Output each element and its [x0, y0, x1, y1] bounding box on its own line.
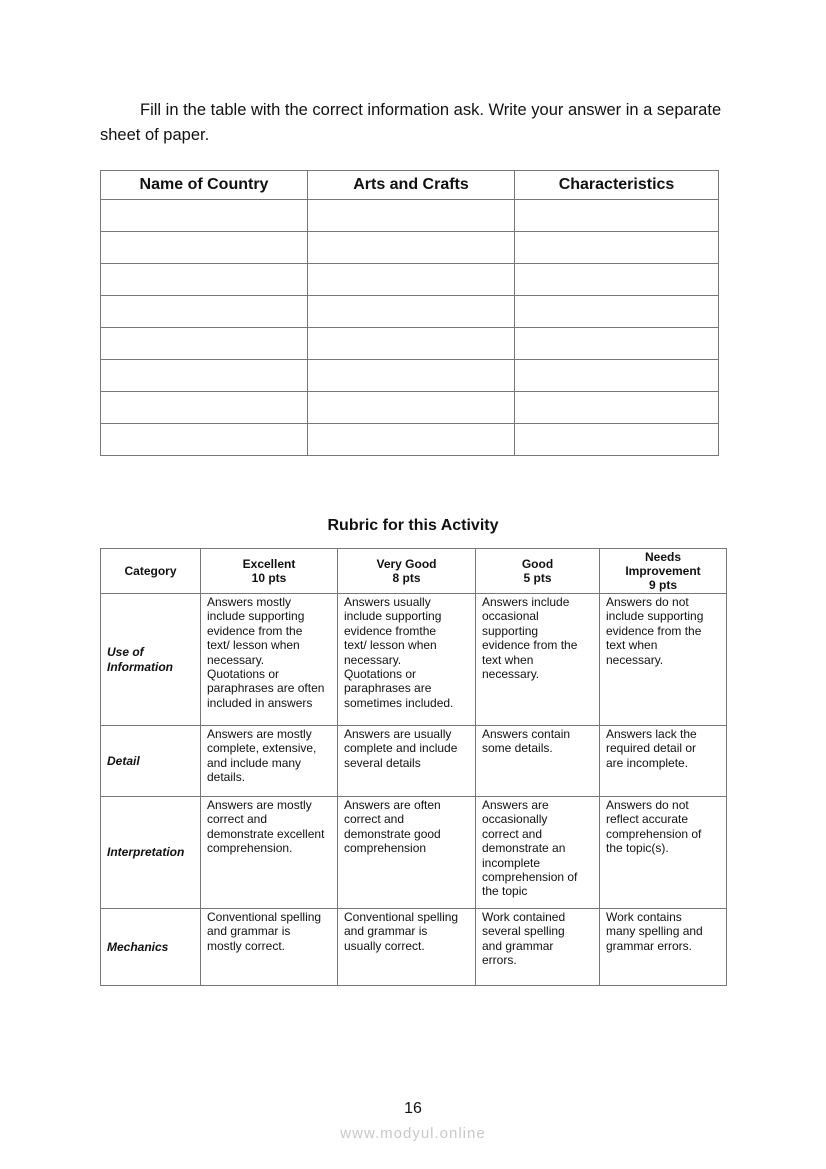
answer-cell	[515, 264, 719, 296]
rubric-cell: Answers contain some details.	[476, 726, 600, 797]
answer-cell	[308, 264, 515, 296]
answer-table-row	[101, 328, 719, 360]
rubric-category: Interpretation	[101, 797, 201, 909]
answer-cell	[308, 424, 515, 456]
answer-cell	[101, 392, 308, 424]
answer-cell	[515, 392, 719, 424]
header-country: Name of Country	[101, 171, 308, 200]
answer-cell	[308, 296, 515, 328]
answer-cell	[515, 360, 719, 392]
header-characteristics: Characteristics	[515, 171, 719, 200]
answer-table-row	[101, 360, 719, 392]
rubric-header-very-good: Very Good 8 pts	[338, 549, 476, 594]
rubric-title: Rubric for this Activity	[327, 517, 499, 534]
rubric-cell: Conventional spelling and grammar is mostly correct.	[201, 909, 338, 986]
watermark: www.modyul.online	[340, 1125, 486, 1142]
rubric-cell: Answers do not reflect accurate comprehension of the topic(s).	[600, 797, 727, 909]
answer-cell	[515, 232, 719, 264]
rubric-cell: Answers are occasionally correct and demonstrate an incomplete comprehension of the topic	[476, 797, 600, 909]
rubric-cell: Answers lack the required detail or are incomplete.	[600, 726, 727, 797]
rubric-header	[101, 549, 727, 594]
rubric-header-category: Category	[101, 549, 201, 594]
rubric-cell: Answers are mostly correct and demonstrate excellent comprehension.	[201, 797, 338, 909]
answer-cell	[515, 296, 719, 328]
answer-cell	[101, 232, 308, 264]
page-number: 16	[404, 1100, 422, 1117]
answer-table-row	[101, 200, 719, 232]
answer-table-row	[101, 392, 719, 424]
answer-cell	[515, 328, 719, 360]
rubric-cell: Answers mostly include supporting evidence from the text/ lesson when necessary. Quotations or paraphrases are often included in answers	[201, 594, 338, 726]
rubric-cell: Work contained several spelling and grammar errors.	[476, 909, 600, 986]
rubric-header-excellent: Excellent 10 pts	[201, 549, 338, 594]
rubric-cell: Answers are often correct and demonstrate good comprehension	[338, 797, 476, 909]
answer-cell	[101, 328, 308, 360]
rubric-cell: Answers do not include supporting evidence from the text when necessary.	[600, 594, 727, 726]
answer-table-row	[101, 232, 719, 264]
rubric-header-needs-improvement: Needs Improvement 9 pts	[600, 549, 727, 594]
answer-table-header	[101, 171, 719, 200]
header-arts-crafts: Arts and Crafts	[308, 171, 515, 200]
answer-cell	[515, 424, 719, 456]
answer-table-row	[101, 264, 719, 296]
rubric-row-use-of-information	[101, 594, 727, 726]
answer-cell	[101, 296, 308, 328]
answer-cell	[308, 200, 515, 232]
rubric-category: Use of Information	[101, 594, 201, 726]
answer-table	[100, 170, 719, 456]
instructions: Fill in the table with the correct information ask. Write your answer in a separate sheet of paper.	[100, 101, 722, 144]
rubric-cell: Work contains many spelling and grammar errors.	[600, 909, 727, 986]
answer-table-row	[101, 424, 719, 456]
rubric-row-detail	[101, 726, 727, 797]
answer-cell	[308, 392, 515, 424]
answer-cell	[101, 360, 308, 392]
answer-cell	[308, 360, 515, 392]
rubric-cell: Conventional spelling and grammar is usually correct.	[338, 909, 476, 986]
rubric-row-mechanics	[101, 909, 727, 986]
answer-cell	[101, 424, 308, 456]
answer-table-row	[101, 296, 719, 328]
rubric-cell: Answers usually include supporting evidence fromthe text/ lesson when necessary. Quotations or paraphrases are sometimes included.	[338, 594, 476, 726]
rubric-cell: Answers include occasional supporting evidence from the text when necessary.	[476, 594, 600, 726]
rubric-cell: Answers are usually complete and include several details	[338, 726, 476, 797]
rubric-row-interpretation	[101, 797, 727, 909]
rubric-header-good: Good 5 pts	[476, 549, 600, 594]
rubric-table	[100, 548, 727, 986]
answer-cell	[515, 200, 719, 232]
answer-cell	[101, 264, 308, 296]
answer-cell	[308, 232, 515, 264]
rubric-category: Detail	[101, 726, 201, 797]
rubric-category: Mechanics	[101, 909, 201, 986]
answer-cell	[101, 200, 308, 232]
rubric-cell: Answers are mostly complete, extensive, and include many details.	[201, 726, 338, 797]
answer-cell	[308, 328, 515, 360]
